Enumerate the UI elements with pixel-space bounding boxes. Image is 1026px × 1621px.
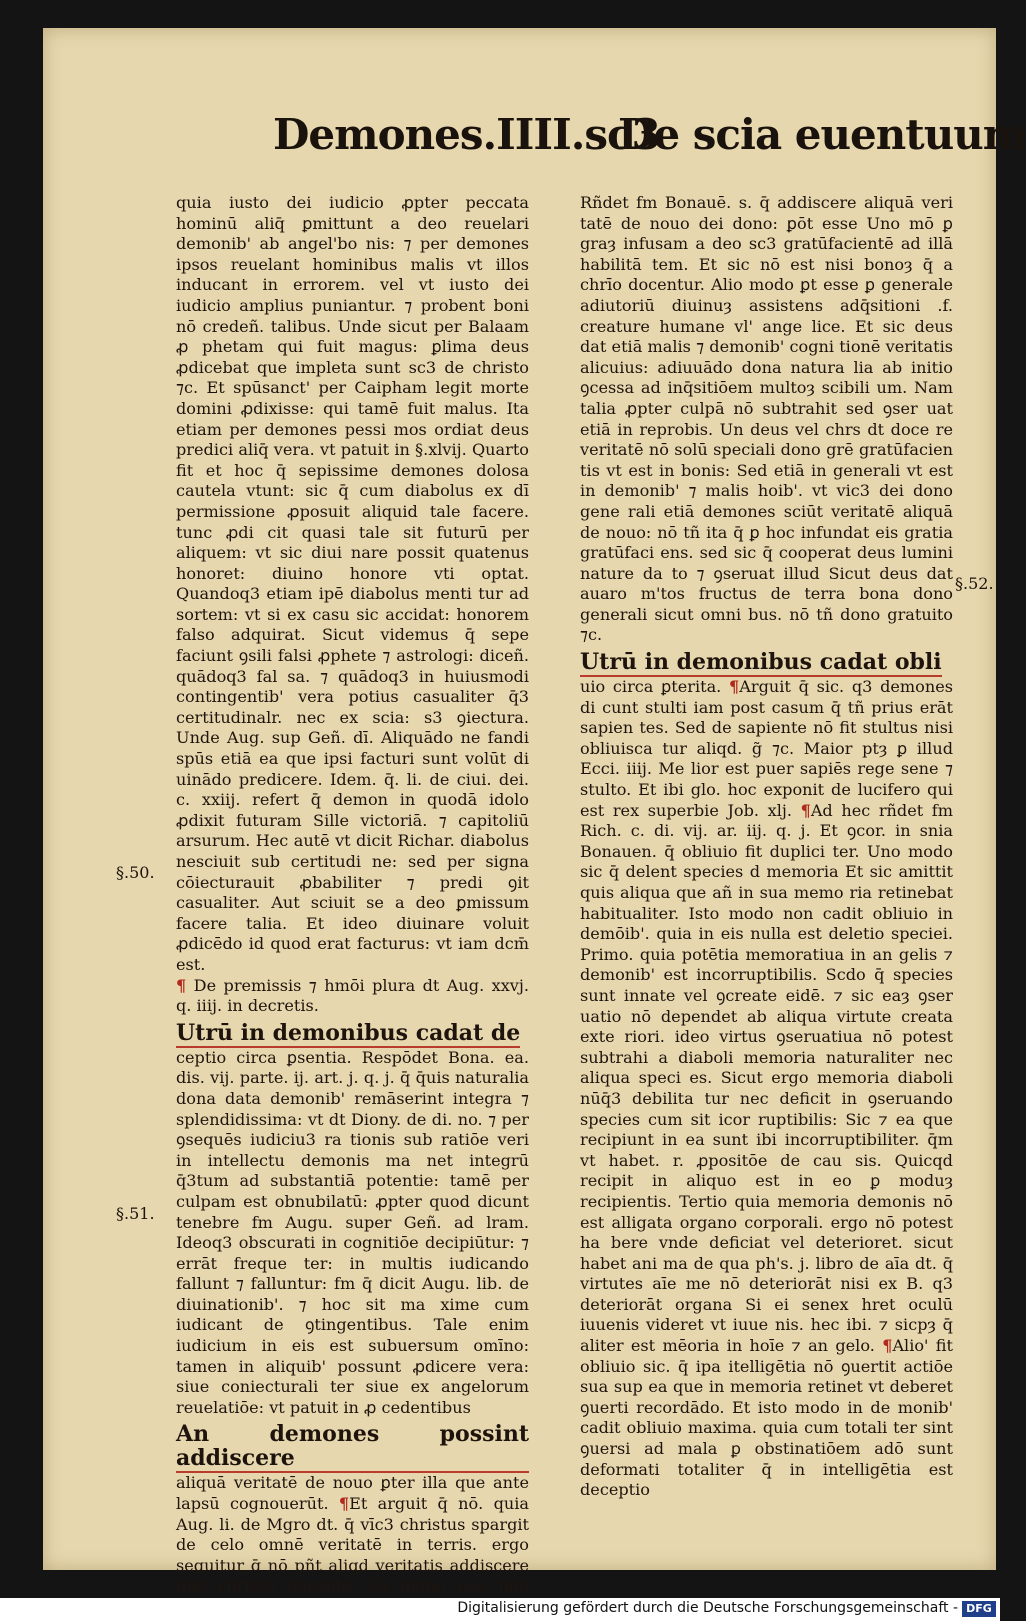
footer-credit: Digitalisierung gefördert durch die Deutsche Forschungsgemeinschaft -: [457, 1600, 958, 1616]
right-column: [580, 193, 953, 1501]
question-heading-51: An demones possint addiscere: [176, 1421, 529, 1472]
book-page: [43, 28, 1026, 1596]
pilcrow-icon: ¶: [176, 975, 187, 995]
question-heading-52: Utrū in demonibus cadat obli: [580, 649, 942, 676]
question-body-50: ceptio circa ꝑsentia. Respōdet Bona. ea. dis. vij. parte. ij. art. j. q. j. q̄ q̄uis naturalia dona data demonib' remāserint integra ⁊ splendidissima: vt dt Diony. de di. no. ⁊ per ꝯsequēs iudiciu3 ra tionis sub ratiōe veri in intellectu demonis ma net integrū q̄3tum ad substantiā potentie: tamē per culpam est obnubilatū: ꝓpter quod dicunt tenebre fm Augu. super Geñ. ad lram. Ideoq3 obscurati in cognitiōe decipiūtur: ⁊ errāt freque ter: in multis iudicando fallunt ⁊ falluntur: fm q̄ dicit Augu. lib. de diuinationib'. ⁊ hoc sit ma xime cum iudicant de ꝯtingentibus. Tale enim iudicium in eis est subuersum omīno: tamen in aliquib' possunt ꝓdicere vera: siue coniecturali ter siue ex angelorum reuelatiōe: vt patuit in ꝓ cedentibus: [176, 1047, 529, 1417]
marginal-section-51: §.51.: [116, 1204, 155, 1223]
header-right-title: De scia euentuum: [618, 110, 1026, 159]
digitization-footer: [0, 1598, 1000, 1621]
header-left-title: Demones.IIII.sc3: [273, 110, 660, 159]
pilcrow-icon: ¶: [882, 1336, 893, 1356]
paragraph-left-1: quia iusto dei iudicio ꝓpter peccata hominū aliq̄ ꝑmittunt a deo reuelari demonib' ab angel'bo nis: ⁊ per demones ipsos reuelant hominibus malis vt illos inducant in errorem. vel vt iusto dei iudicio amplius puniantur. ⁊ probent boni nō credeñ. talibus. Unde sicut per Balaam ꝓ phetam qui fuit magus: ꝑlima deus ꝓdicebat que impleta sunt sc3 de christo ⁊c. Et spūsanct' per Caipham legit morte domini ꝓdixisse: qui tamē fuit malus. Ita etiam per demones pessi mos ordiat deus predici aliq̄ vera. vt patuit in §.xlvij. Quarto fit et hoc q̄ sepissime demones dolosa cautela vtunt: sic q̄ cum diabolus ex dī permissione ꝓposuit aliquid tale facere. tunc ꝓdi cit quasi tale sit futurū per aliquem: vt sic diui nare possit quatenus honoret: diuino honore vti optat. Quandoq3 etiam ipē diabolus menti tur ad sortem: vt si ex casu sic accidat: honorem falso adquirat. Sicut videmus q̄ sepe faciunt ꝯsili falsi ꝓphete ⁊ astrologi: diceñ. quādoq3 fal sa. ⁊ quādoq3 in huiusmodi contingentib' vera potius casualiter q̄3 certitudinalr. nec ex scia: s3 ꝯiectura. Unde Aug. sup Geñ. dī. Aliquādo ne fandi spūs etiā ea que ipsi facturi sunt volūt di uinādo predicere. Idem. q̄. li. de ciui. dei. c. xxiij. refert q̄ demon in quodā idolo ꝓdixit futuram Sille victoriā. ⁊ capitoliū arsurum. Hec autē vt dicit Richar. diabolus nesciuit sub certitudi ne: sed per signa cōiecturauit ꝓbabiliter ⁊ predi ꝯit casualiter. Aut sciuit se a deo ꝑmissum facere talia. Et ideo diuinare voluit ꝓdicēdo id quod erat facturus: vt iam dcm̄ est.: [176, 193, 529, 974]
pilcrow-icon: ¶: [338, 1494, 350, 1514]
question-body-51: aliquā veritatē de nouo ꝑter illa que ante lapsū cognouerūt. ¶Et arguit q̄ nō. quia Aug. li. de Mgro dt. q̄ vīc3 christus spargit de celo omnē veritatē in terris. ergo sequitur q̄ nō pñt aliqd veritatis addiscere nisi christo docente. s3 demo nes non: [176, 1473, 529, 1596]
paragraph-left-1-tail: ¶ De premissis ⁊ hmōi plura dt Aug. xxvj. q. iiij. in decretis.: [176, 975, 529, 1016]
question-body-52: uio circa ꝑterita. ¶Arguit q̄ sic. q3 demones di cunt stulti iam post casum q̄ tñ prius erāt sapien tes. Sed de sapiente nō fit stultus nisi obliuisca tur aliqd. g̃ ⁊c. Maior ptȝ ꝑ illud Ecci. iiij. Me lior est puer sapiēs rege sene ⁊ stulto. Et ibi glo. hoc exponit de lucifero qui est rex superbie Job. xlj. ¶Ad hec rñdet fm Rich. c. di. vij. ar. iij. q. j. Et ꝯcor. in snia Bonauen. q̄ obliuio fit duplici ter. Uno modo sic q̄ delent species d memoria Et sic amittit quis aliqua que añ in sua memo ria retinebat habitualiter. Isto modo non cadit obliuio in demōib'. quia in eis nulla est deletio speciei. Primo. quia potētia memoratiua in an gelis ⁊ demonib' est incorruptibilis. Scdo q̄ species sunt innate vel ꝯcreate eidē. ⁊ sic eaȝ ꝯser uatio nō dependet ab aliqua virtute creata exte riori. ideo virtus ꝯseruatiua nō potest subtrahi a diaboli memoria naturaliter nec aliqua speci es. Sicut ergo memoria diaboli nūq̄3 debilita tur nec deficit in ꝯseruando species cum sit icor ruptibilis: Sic ⁊ ea que recipiunt in ea sunt ibi incorruptibiliter. q̄m vt habet. r. ꝓpositōe de cau sis. Quicqd recipit in aliquo est in eo ꝑ moduȝ recipientis. Tertio quia memoria demonis nō est alligata organo corporali. ergo nō potest ha bere vnde deficiat vel deterioret. sicut habet ani ma de qua ph's. j. libro de aīa dt. q̄ virtutes aīe me nō deteriorāt nisi ex B. q3 deteriorāt organa Si ei senex hret oculū iuuenis videret vt iuue nis. hec ibi. ⁊ sicpȝ q̄ aliter est mēoria in hoīe ⁊ an gelo. ¶Alio' fit obliuio sic. q̄ ipa itelligētia nō ꝯuertit actiōe sua sup ea que in memoria retinet vt deberet ꝯuerti recordādo. Et isto modo in de monib' cadit obliuio maxima. quia cum totali ter sint ꝯuersi ad mala ꝑ obstinatiōem adō sunt deformati totaliter q̄ in intelligētia est deceptio: [580, 677, 954, 1500]
pilcrow-icon: ¶: [729, 677, 740, 697]
left-column: [176, 193, 529, 1618]
running-header: [273, 110, 1026, 182]
paragraph-right-1: Rñdet fm Bonauē. s. q̄ addiscere aliquā veri tatē de nouo dei dono: ꝑōt esse Uno mō ꝑ graȝ infusam a deo sc3 gratūfacientē ad illā habilitā tem. Et sic nō est nisi bonoȝ q̄ a chrīo docentur. Alio modo ꝑt esse ꝑ generale adiutoriū diuinuȝ assistens adq̄sitioni .f. creature humane vl' ange lice. Et sic deus dat etiā malis ⁊ demonib' cogni tionē veritatis alicuius: adiuuādo dona natura lia ab initio ꝯcessa ad inq̄sitiōem multoȝ scibili um. Nam talia ꝓpter culpā nō subtrahit sed ꝯser uat etiā in reprobis. Un deus vel chrs dt doce re veritatē nō solū speciali dono grē gratūfacien tis vt est in bonis: Sed etiā in generali vt est in demonib' ⁊ malis hoib'. vt vic3 dei dono gene rali etiā demones sciūt veritatē aliquā de nouo: nō tñ ita q̄ ꝑ hoc infundat eis gratia gratūfaci ens. sed sic q̄ cooperat deus lumini nature da to ⁊ ꝯseruat illud Sicut deus dat auaro m'tos fructus de terra bona dono generali sicut omni bus. nō tñ dono gratuito ⁊c.: [580, 193, 953, 645]
dfg-logo: DFG: [962, 1601, 996, 1617]
question-heading-50: Utrū in demonibus cadat de: [176, 1019, 521, 1046]
marginal-section-50: §.50.: [116, 863, 155, 882]
pilcrow-icon: ¶: [800, 800, 811, 820]
marginal-section-52: §.52.: [955, 574, 994, 593]
